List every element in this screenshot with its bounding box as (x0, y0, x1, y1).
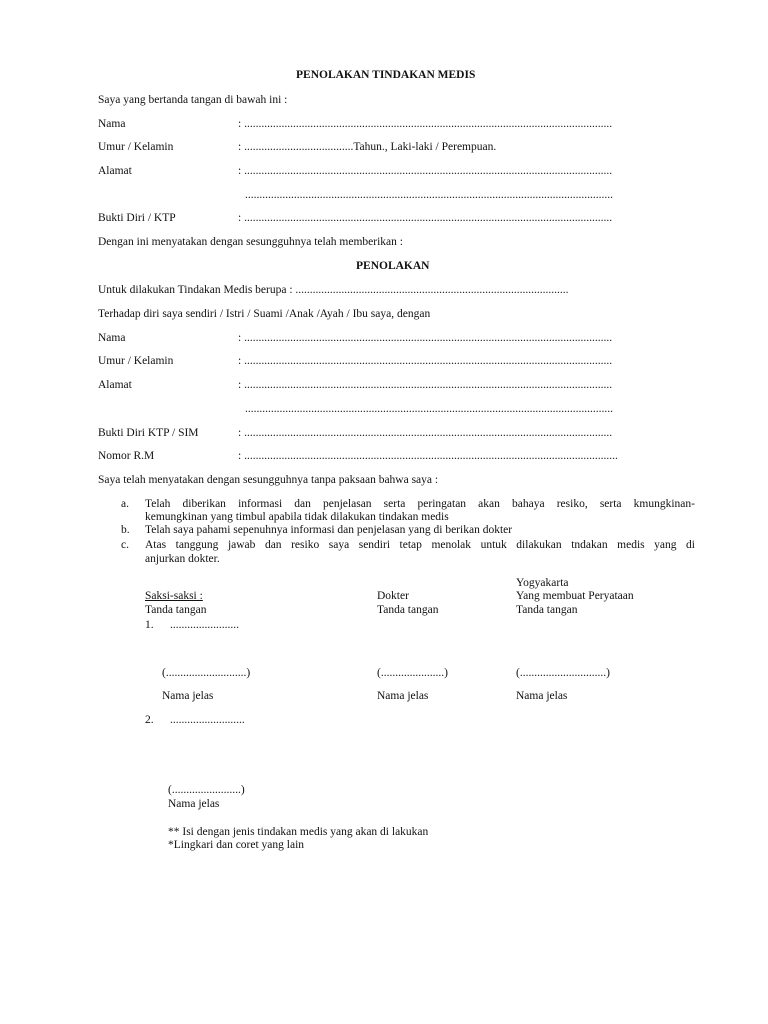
list-item-c-line1: Atas tanggung jawab dan resiko saya sendiri tetap menolak untuk dilakukan tndakan medis yang di (145, 539, 695, 551)
patient-nama-label: Nama (98, 118, 126, 130)
section-subtitle: PENOLAKAN (356, 260, 430, 272)
patient-bukti-value: : ................................................................................................................................ (238, 212, 613, 224)
signature-city: Yogyakarta (516, 577, 569, 589)
pembuat-tanda-tangan: Tanda tangan (516, 604, 578, 616)
saksi2-nama-jelas: Nama jelas (168, 798, 220, 810)
subject-nama-value: : ................................................................................................................................ (238, 332, 613, 344)
subject-nama-label: Nama (98, 332, 126, 344)
patient-alamat-label: Alamat (98, 165, 132, 177)
subject-umur-label: Umur / Kelamin (98, 355, 174, 367)
patient-alamat-value-line2: ................................................................................................................................ (245, 189, 613, 201)
pembuat-name-bracket: (..............................) (516, 667, 610, 679)
saksi1-number: 1. (145, 619, 154, 631)
page-title: PENOLAKAN TINDAKAN MEDIS (296, 69, 476, 81)
statement-text: Dengan ini menyatakan dengan sesungguhnya telah memberikan : (98, 236, 403, 248)
patient-alamat-value: : ................................................................................................................................ (238, 165, 613, 177)
dokter-tanda-tangan: Tanda tangan (377, 604, 439, 616)
subject-alamat-label: Alamat (98, 379, 132, 391)
dokter-nama-jelas: Nama jelas (377, 690, 429, 702)
subject-ktp-label: Bukti Diri KTP / SIM (98, 427, 199, 439)
list-item-a-line1: Telah diberikan informasi dan penjelasan serta peringatan akan bahaya resiko, serta kmungkinan- (145, 498, 695, 510)
subject-umur-value: : ................................................................................................................................ (238, 355, 613, 367)
declaration-text: Saya telah menyatakan dengan sesungguhnya tanpa paksaan bahwa saya : (98, 474, 439, 486)
pembuat-nama-jelas: Nama jelas (516, 690, 568, 702)
subject-alamat-value: : ................................................................................................................................ (238, 379, 613, 391)
terhadap-line: Terhadap diri saya sendiri / Istri / Suami /Anak /Ayah / Ibu saya, dengan (98, 308, 431, 320)
tindakan-line: Untuk dilakukan Tindakan Medis berupa : ............................................................................................... (98, 284, 569, 296)
dokter-name-bracket: (......................) (377, 667, 448, 679)
list-item-b-line1: Telah saya pahami sepenuhnya informasi dan penjelasan yang di berikan dokter (145, 524, 513, 536)
patient-umur-value: : ......................................Tahun., Laki-laki / Perempuan. (238, 141, 497, 153)
list-item-c-line2: anjurkan dokter. (145, 553, 220, 565)
list-marker-c: c. (121, 539, 129, 551)
patient-bukti-label: Bukti Diri / KTP (98, 212, 176, 224)
list-marker-a: a. (121, 498, 129, 510)
saksi2-name-bracket: (........................) (168, 784, 245, 796)
note-isi: ** Isi dengan jenis tindakan medis yang akan di lakukan (168, 826, 429, 838)
list-marker-b: b. (121, 524, 130, 536)
list-item-a-line2: kemungkinan yang timbul apabila tidak dilakukan tindakan medis (145, 511, 449, 523)
subject-rm-label: Nomor R.M (98, 450, 155, 462)
note-lingkari: *Lingkari dan coret yang lain (168, 839, 305, 851)
pembuat-label: Yang membuat Peryataan (516, 590, 634, 602)
dokter-label: Dokter (377, 590, 409, 602)
saksi2-dots: .......................... (170, 714, 245, 726)
saksi-tanda-tangan: Tanda tangan (145, 604, 207, 616)
saksi1-dots: ........................ (170, 619, 239, 631)
saksi2-number: 2. (145, 714, 154, 726)
saksi-label: Saksi-saksi : (145, 590, 203, 602)
patient-nama-value: : ................................................................................................................................ (238, 118, 613, 130)
patient-umur-label: Umur / Kelamin (98, 141, 174, 153)
saksi1-nama-jelas: Nama jelas (162, 690, 214, 702)
subject-ktp-value: : ................................................................................................................................ (238, 427, 613, 439)
subject-rm-value: : .................................................................................................................................. (238, 450, 618, 462)
saksi1-name-bracket: (............................) (162, 667, 251, 679)
subject-alamat-value-line2: ................................................................................................................................ (245, 403, 613, 415)
intro-text: Saya yang bertanda tangan di bawah ini : (98, 94, 288, 106)
